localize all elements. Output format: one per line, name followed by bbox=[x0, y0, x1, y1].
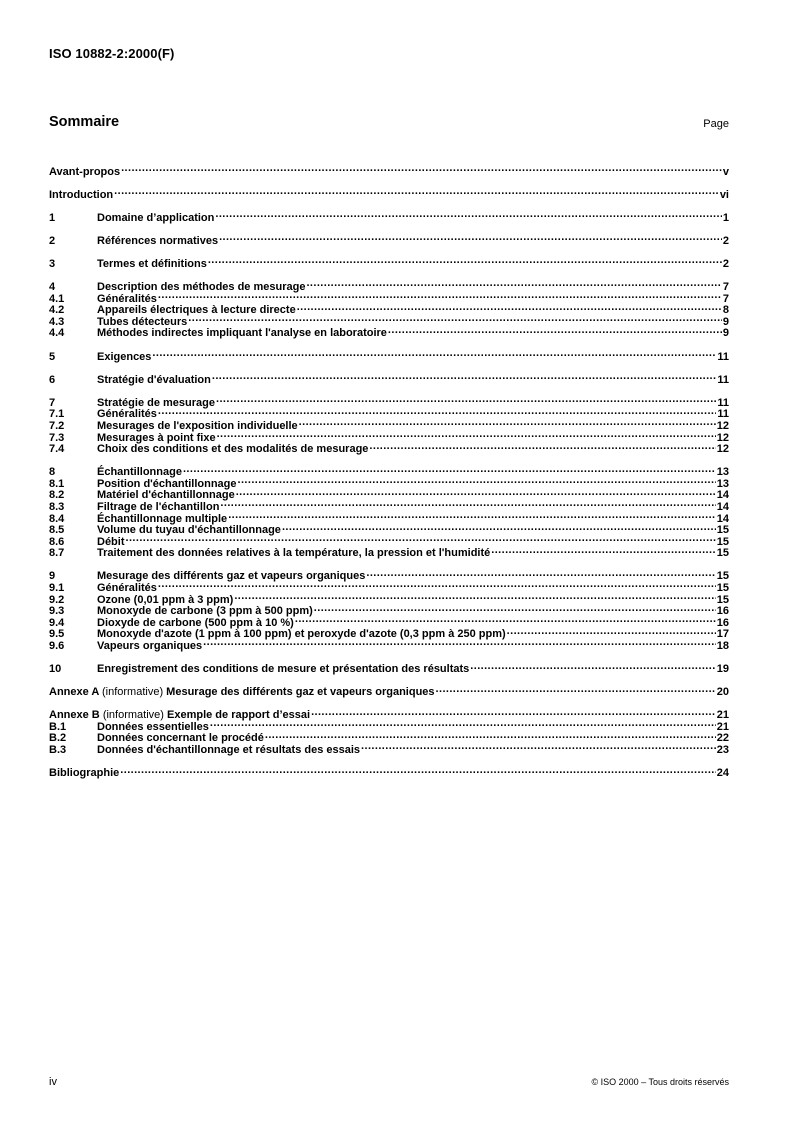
toc-entry-page: 16 bbox=[716, 605, 729, 618]
toc-dot-leader bbox=[295, 614, 716, 626]
annex-title: Mesurage des différents gaz et vapeurs organiques bbox=[166, 686, 435, 699]
toc-dot-leader bbox=[219, 232, 722, 244]
toc-dot-leader bbox=[311, 707, 716, 719]
toc-dot-leader bbox=[388, 325, 722, 337]
table-of-contents bbox=[49, 163, 729, 780]
toc-entry-page: 12 bbox=[716, 431, 729, 444]
annex-title: Exemple de rapport d’essai bbox=[167, 709, 311, 722]
toc-entry-page: 17 bbox=[716, 628, 729, 641]
toc-entry-number: 9.1 bbox=[49, 582, 65, 595]
toc-entry-title: Ozone (0,01 ppm à 3 ppm) bbox=[97, 593, 234, 606]
toc-entry-number: 8.3 bbox=[49, 500, 65, 513]
toc-entry-number: 8.1 bbox=[49, 477, 65, 490]
toc-entry-number: 4.2 bbox=[49, 304, 65, 317]
toc-dot-leader bbox=[314, 603, 716, 615]
toc-entry-number: 5 bbox=[49, 350, 56, 363]
toc-dot-leader bbox=[507, 626, 716, 638]
toc-entry-number: 7.4 bbox=[49, 443, 65, 456]
toc-dot-leader bbox=[126, 533, 716, 545]
toc-dot-leader bbox=[366, 568, 715, 580]
annex-label: Annexe B bbox=[49, 709, 100, 722]
toc-entry-title: Dioxyde de carbone (500 ppm à 10 %) bbox=[97, 616, 294, 629]
toc-entry[interactable] bbox=[49, 441, 729, 456]
toc-entry-page: 15 bbox=[716, 593, 729, 606]
toc-dot-leader bbox=[216, 394, 716, 406]
toc-dot-leader bbox=[299, 417, 716, 429]
toc-entry[interactable] bbox=[49, 718, 729, 733]
toc-entry-title: Références normatives bbox=[97, 234, 219, 247]
toc-entry-page: 24 bbox=[716, 767, 729, 780]
toc-dot-leader bbox=[121, 163, 722, 175]
toc-entry-number: 8 bbox=[49, 466, 56, 479]
toc-entry-page: 22 bbox=[716, 732, 729, 745]
toc-entry[interactable] bbox=[49, 371, 729, 386]
toc-entry[interactable] bbox=[49, 661, 729, 676]
toc-entry-title: Appareils électriques à lecture directe bbox=[97, 304, 296, 317]
toc-entry-number: 9.5 bbox=[49, 628, 65, 641]
toc-entry-title: Termes et définitions bbox=[97, 257, 207, 270]
toc-entry[interactable] bbox=[49, 325, 729, 340]
toc-entry-title: Méthodes indirectes impliquant l'analyse en laboratoire bbox=[97, 327, 387, 340]
toc-entry-title bbox=[49, 687, 435, 699]
toc-entry-number: 6 bbox=[49, 373, 56, 386]
toc-dot-leader bbox=[215, 209, 722, 221]
toc-entry[interactable] bbox=[49, 765, 729, 780]
toc-entry[interactable] bbox=[49, 545, 729, 560]
toc-entry-title: Introduction bbox=[49, 188, 114, 201]
toc-dot-leader bbox=[228, 510, 716, 522]
toc-entry-page: 11 bbox=[717, 396, 729, 409]
toc-entry[interactable] bbox=[49, 406, 729, 421]
footer-copyright: © ISO 2000 – Tous droits réservés bbox=[591, 1077, 729, 1087]
toc-entry[interactable] bbox=[49, 707, 729, 722]
toc-entry-title: Tubes détecteurs bbox=[97, 315, 188, 328]
toc-entry-number: 9 bbox=[49, 570, 56, 583]
annex-note: (informative) bbox=[101, 686, 164, 699]
toc-entry-number: B.2 bbox=[49, 732, 67, 745]
toc-dot-leader bbox=[210, 718, 716, 730]
toc-entry-number: 8.2 bbox=[49, 489, 65, 502]
toc-dot-leader bbox=[491, 545, 716, 557]
toc-dot-leader bbox=[238, 475, 716, 487]
toc-entry-page: 11 bbox=[717, 373, 729, 386]
toc-entry-page: 15 bbox=[716, 524, 729, 537]
toc-entry-number: 8.5 bbox=[49, 524, 65, 537]
toc-dot-leader bbox=[361, 741, 716, 753]
toc-entry-number: 9.4 bbox=[49, 616, 65, 629]
toc-entry-title: Choix des conditions et des modalités de mesurage bbox=[97, 443, 369, 456]
toc-dot-leader bbox=[158, 579, 716, 591]
toc-entry-number: 7.2 bbox=[49, 419, 65, 432]
toc-entry[interactable] bbox=[49, 464, 729, 479]
toc-entry-page: 20 bbox=[716, 686, 729, 699]
footer-page-number: iv bbox=[49, 1076, 57, 1088]
toc-entry-page: vi bbox=[719, 188, 729, 201]
toc-entry[interactable] bbox=[49, 487, 729, 502]
toc-entry-page: 15 bbox=[716, 570, 729, 583]
toc-entry-title: Débit bbox=[97, 535, 125, 548]
toc-dot-leader bbox=[188, 313, 722, 325]
toc-dot-leader bbox=[183, 464, 716, 476]
toc-entry-title: Stratégie de mesurage bbox=[97, 396, 215, 409]
toc-dot-leader bbox=[282, 522, 716, 534]
toc-dot-leader bbox=[208, 255, 722, 267]
toc-entry-page: 15 bbox=[716, 582, 729, 595]
toc-entry-title: Exigences bbox=[97, 350, 152, 363]
toc-entry-title: Bibliographie bbox=[49, 767, 120, 780]
toc-entry-number: 4.1 bbox=[49, 292, 65, 305]
toc-entry[interactable] bbox=[49, 522, 729, 537]
toc-entry-page: 7 bbox=[722, 292, 729, 305]
toc-entry-page: 16 bbox=[716, 616, 729, 629]
toc-entry[interactable] bbox=[49, 394, 729, 409]
toc-entry[interactable] bbox=[49, 568, 729, 583]
toc-entry-number: B.3 bbox=[49, 744, 67, 757]
toc-entry-page: 9 bbox=[722, 315, 729, 328]
toc-entry-title: Domaine d’application bbox=[97, 211, 215, 224]
toc-entry-page: v bbox=[722, 165, 729, 178]
toc-entry-title: Données d'échantillonnage et résultats des essais bbox=[97, 744, 361, 757]
document-id: ISO 10882-2:2000(F) bbox=[49, 46, 175, 61]
toc-entry-title: Échantillonnage bbox=[97, 466, 182, 479]
toc-entry-page: 7 bbox=[722, 281, 729, 294]
toc-entry-number: 9.2 bbox=[49, 593, 65, 606]
toc-dot-leader bbox=[158, 406, 716, 418]
toc-entry-page: 15 bbox=[716, 547, 729, 560]
toc-entry-number: 9.6 bbox=[49, 640, 65, 652]
toc-entry[interactable] bbox=[49, 730, 729, 745]
toc-entry-number: 8.6 bbox=[49, 535, 65, 548]
toc-entry-number: 3 bbox=[49, 257, 56, 270]
toc-entry-page: 14 bbox=[716, 489, 729, 502]
toc-dot-leader bbox=[152, 348, 716, 360]
toc-entry-number: 7.1 bbox=[49, 408, 65, 421]
toc-entry[interactable] bbox=[49, 603, 729, 618]
toc-entry-title: Description des méthodes de mesurage bbox=[97, 281, 306, 294]
toc-entry-page: 13 bbox=[716, 477, 729, 490]
toc-entry-page: 2 bbox=[722, 234, 729, 247]
toc-entry-title: Monoxyde d'azote (1 ppm à 100 ppm) et peroxyde d'azote (0,3 ppm à 250 ppm) bbox=[97, 628, 506, 641]
toc-entry-page: 2 bbox=[722, 257, 729, 270]
toc-entry-title: Matériel d'échantillonnage bbox=[97, 489, 235, 502]
toc-entry-page: 21 bbox=[716, 709, 729, 722]
toc-entry-number: 9.3 bbox=[49, 605, 65, 618]
toc-entry-title: Enregistrement des conditions de mesure et présentation des résultats bbox=[97, 663, 470, 676]
toc-entry[interactable] bbox=[49, 348, 729, 363]
toc-entry-page: 18 bbox=[716, 640, 729, 652]
toc-dot-leader bbox=[217, 429, 716, 441]
toc-entry-title: Mesurages à point fixe bbox=[97, 431, 216, 444]
page-column-label: Page bbox=[703, 118, 729, 130]
toc-entry-title: Échantillonnage multiple bbox=[97, 512, 228, 525]
toc-entry-number: 2 bbox=[49, 234, 56, 247]
toc-dot-leader bbox=[234, 591, 715, 603]
toc-entry-page: 11 bbox=[717, 350, 729, 363]
toc-entry-title: Généralités bbox=[97, 582, 157, 595]
toc-entry[interactable] bbox=[49, 626, 729, 641]
toc-dot-leader bbox=[236, 487, 716, 499]
toc-entry-page: 14 bbox=[716, 512, 729, 525]
toc-dot-leader bbox=[203, 637, 716, 649]
toc-title: Sommaire bbox=[49, 114, 120, 130]
toc-entry-page: 12 bbox=[716, 419, 729, 432]
toc-entry-page: 14 bbox=[716, 500, 729, 513]
toc-entry[interactable] bbox=[49, 637, 729, 652]
toc-heading-row bbox=[49, 114, 729, 136]
toc-entry[interactable] bbox=[49, 684, 729, 699]
toc-dot-leader bbox=[436, 684, 716, 696]
toc-entry-number: 4 bbox=[49, 281, 56, 294]
toc-entry[interactable] bbox=[49, 209, 729, 224]
toc-entry-page: 11 bbox=[717, 408, 729, 421]
toc-entry-title: Généralités bbox=[97, 292, 157, 305]
toc-dot-leader bbox=[369, 441, 715, 453]
toc-entry-title: Vapeurs organiques bbox=[97, 640, 203, 652]
toc-entry-page: 12 bbox=[716, 443, 729, 456]
toc-entry-title: Traitement des données relatives à la température, la pression et l'humidité bbox=[97, 547, 491, 560]
toc-entry-title: Filtrage de l'échantillon bbox=[97, 500, 220, 513]
annex-label: Annexe A bbox=[49, 686, 99, 699]
toc-entry[interactable] bbox=[49, 533, 729, 548]
toc-dot-leader bbox=[470, 661, 715, 673]
toc-entry-number: 7 bbox=[49, 396, 56, 409]
toc-entry-page: 13 bbox=[716, 466, 729, 479]
toc-entry-number: 4.3 bbox=[49, 315, 65, 328]
toc-entry[interactable] bbox=[49, 417, 729, 432]
toc-entry[interactable] bbox=[49, 579, 729, 595]
toc-entry[interactable] bbox=[49, 232, 729, 247]
toc-entry-title: Mesurage des différents gaz et vapeurs organiques bbox=[97, 570, 366, 583]
toc-entry[interactable] bbox=[49, 255, 729, 270]
toc-dot-leader bbox=[120, 765, 715, 777]
toc-entry-page: 8 bbox=[722, 304, 729, 317]
toc-entry-number: 10 bbox=[49, 663, 62, 676]
toc-entry-page: 9 bbox=[722, 327, 729, 340]
toc-entry-page: 15 bbox=[716, 535, 729, 548]
toc-entry-title: Données concernant le procédé bbox=[97, 732, 264, 745]
toc-dot-leader bbox=[297, 302, 722, 314]
toc-entry-title: Mesurages de l'exposition individuelle bbox=[97, 419, 298, 432]
toc-entry-title: Stratégie d'évaluation bbox=[97, 373, 211, 386]
toc-dot-leader bbox=[212, 371, 716, 383]
toc-dot-leader bbox=[114, 186, 719, 198]
toc-entry-page: 23 bbox=[716, 744, 729, 757]
toc-entry[interactable] bbox=[49, 302, 729, 317]
toc-entry-title: Volume du tuyau d'échantillonnage bbox=[97, 524, 281, 537]
toc-entry-page: 21 bbox=[716, 720, 729, 733]
toc-dot-leader bbox=[265, 730, 716, 742]
toc-entry-title: Données essentielles bbox=[97, 720, 209, 733]
toc-dot-leader bbox=[158, 290, 722, 302]
toc-entry-number: 4.4 bbox=[49, 327, 65, 340]
toc-entry-page: 19 bbox=[716, 663, 729, 676]
toc-entry-number: 8.4 bbox=[49, 512, 65, 525]
toc-entry-title: Avant-propos bbox=[49, 165, 121, 178]
toc-entry-page: 1 bbox=[722, 211, 729, 224]
toc-entry[interactable] bbox=[49, 278, 729, 294]
annex-note: (informative) bbox=[102, 709, 164, 722]
toc-dot-leader bbox=[220, 498, 715, 510]
toc-entry-number: 1 bbox=[49, 211, 56, 224]
toc-entry-title: Position d'échantillonnage bbox=[97, 477, 237, 490]
toc-entry-title: Monoxyde de carbone (3 ppm à 500 ppm) bbox=[97, 605, 313, 618]
toc-entry[interactable] bbox=[49, 163, 729, 178]
toc-entry-number: B.1 bbox=[49, 720, 67, 733]
toc-entry-title: Généralités bbox=[97, 408, 157, 421]
toc-entry-number: 8.7 bbox=[49, 547, 65, 560]
toc-entry[interactable] bbox=[49, 741, 729, 757]
toc-dot-leader bbox=[306, 278, 721, 290]
toc-entry[interactable] bbox=[49, 186, 729, 201]
toc-entry-number: 7.3 bbox=[49, 431, 65, 444]
toc-entry[interactable] bbox=[49, 498, 729, 513]
